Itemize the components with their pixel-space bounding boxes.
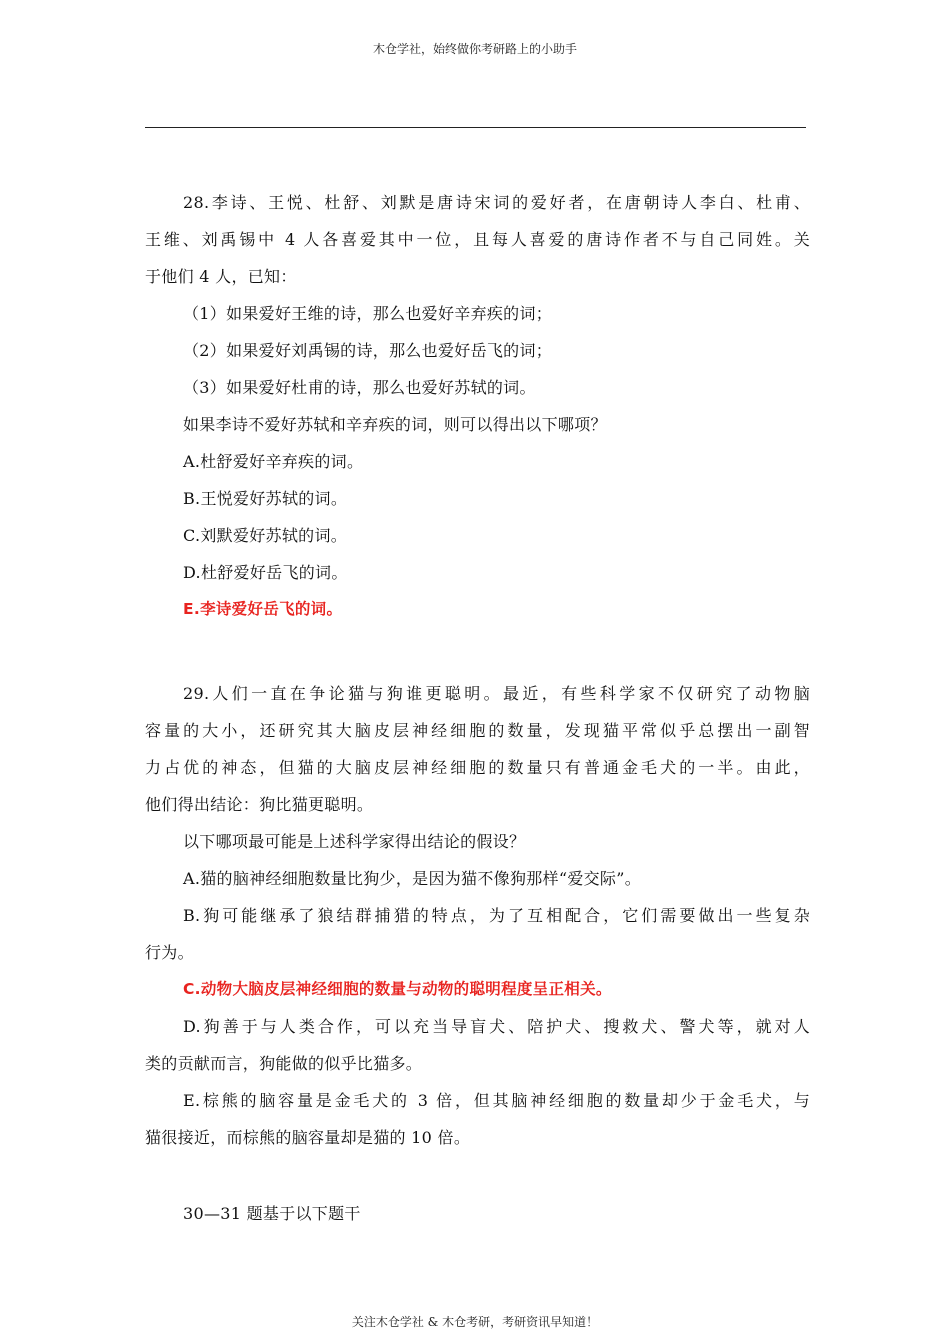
q28-option-a: A.杜舒爱好辛弃疾的词。 <box>183 452 364 471</box>
q29-stem-line: 力占优的神态，但猫的大脑皮层神经细胞的数量只有普通金毛犬的一半。由此， <box>145 758 810 777</box>
q29-stem-line: 容量的大小，还研究其大脑皮层神经细胞的数量，发现猫平常似乎总摆出一副智 <box>145 721 810 740</box>
next-section-heading: 30—31 题基于以下题干 <box>183 1204 361 1223</box>
q29-stem-line: 他们得出结论：狗比猫更聪明。 <box>145 795 374 814</box>
q28-stem-line: 王维、刘禹锡中 4 人各喜爱其中一位，且每人喜爱的唐诗作者不与自己同姓。关 <box>145 230 810 249</box>
q28-condition: （2）如果爱好刘禹锡的诗，那么也爱好岳飞的词； <box>183 341 553 360</box>
q29-option-e: E.棕熊的脑容量是金毛犬的 3 倍，但其脑神经细胞的数量却少于金毛犬，与 <box>183 1091 810 1110</box>
section-gap <box>145 1156 810 1195</box>
q29-option-a: A.猫的脑神经细胞数量比狗少，是因为猫不像狗那样“爱交际”。 <box>183 869 642 888</box>
q28-question: 如果李诗不爱好苏轼和辛弃疾的词，则可以得出以下哪项？ <box>183 415 607 434</box>
q28-answer: E.李诗爱好岳飞的词。 <box>183 600 343 618</box>
q29-stem-line: 29.人们一直在争论猫与狗谁更聪明。最近，有些科学家不仅研究了动物脑 <box>183 684 810 703</box>
q29-option-e-cont: 猫很接近，而棕熊的脑容量却是猫的 10 倍。 <box>145 1128 471 1147</box>
q29-question: 以下哪项最可能是上述科学家得出结论的假设？ <box>183 832 526 851</box>
q29-option-b: B.狗可能继承了狼结群捕猎的特点，为了互相配合，它们需要做出一些复杂 <box>183 906 810 925</box>
q28-stem-line: 28.李诗、王悦、杜舒、刘默是唐诗宋词的爱好者，在唐朝诗人李白、杜甫、 <box>183 193 810 212</box>
q28-option-b: B.王悦爱好苏轼的词。 <box>183 489 348 508</box>
q29-option-b-cont: 行为。 <box>145 943 194 962</box>
q29-option-d: D.狗善于与人类合作，可以充当导盲犬、陪护犬、搜救犬、警犬等，就对人 <box>183 1017 810 1036</box>
q28-stem-line: 于他们 4 人，已知： <box>145 267 297 286</box>
q29-answer: C.动物大脑皮层神经细胞的数量与动物的聪明程度呈正相关。 <box>183 980 612 998</box>
header-divider <box>145 127 806 128</box>
q28-condition: （3）如果爱好杜甫的诗，那么也爱好苏轼的词。 <box>183 378 536 397</box>
section-gap <box>145 628 810 675</box>
q28-option-c: C.刘默爱好苏轼的词。 <box>183 526 348 545</box>
page-header: 木仓学社，始终做你考研路上的小助手 <box>372 42 577 56</box>
q28-condition: （1）如果爱好王维的诗，那么也爱好辛弃疾的词； <box>183 304 553 323</box>
q28-option-d: D.杜舒爱好岳飞的词。 <box>183 563 348 582</box>
document-body <box>145 184 810 1232</box>
q29-option-d-cont: 类的贡献而言，狗能做的似乎比猫多。 <box>145 1054 423 1073</box>
page-footer: 关注木仓学社 & 木仓考研，考研资讯早知道！ <box>351 1315 599 1329</box>
